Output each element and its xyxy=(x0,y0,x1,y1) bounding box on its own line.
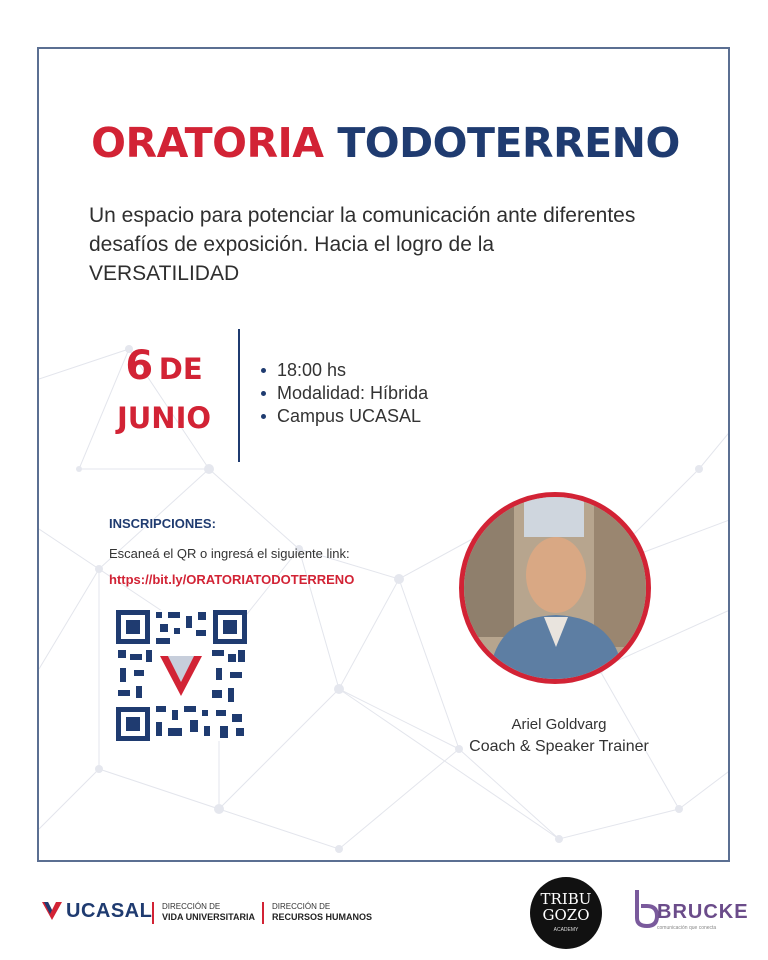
ucasal-logo-text: UCASAL xyxy=(66,900,153,922)
date-divider xyxy=(238,329,240,462)
event-date xyxy=(99,344,229,440)
footer-divider xyxy=(152,902,154,924)
dep2-line1: DIRECCIÓN DE xyxy=(272,902,331,911)
speaker-name: Ariel Goldvarg xyxy=(511,716,607,733)
tribu-text: TRIBU xyxy=(540,890,592,908)
detail-modality: Modalidad: Híbrida xyxy=(259,382,428,405)
speaker-photo xyxy=(459,492,651,684)
footer-divider xyxy=(262,902,264,924)
dep-vida-universitaria xyxy=(162,902,255,923)
inscripciones-instructions: Escaneá el QR o ingresá el siguiente link: xyxy=(109,546,350,561)
event-title xyxy=(39,119,730,167)
tribu-gozo-logo xyxy=(530,877,602,949)
title-part-1: ORATORIA xyxy=(91,119,324,167)
event-details-list xyxy=(259,359,428,428)
gozo-text: GOZO xyxy=(542,906,590,924)
poster-frame xyxy=(37,47,730,862)
dep-recursos-humanos xyxy=(272,902,372,923)
brucke-tagline: comunicación que conecta xyxy=(657,925,717,931)
dep1-line1: DIRECCIÓN DE xyxy=(162,902,221,911)
speaker-role: Coach & Speaker Trainer xyxy=(469,738,649,755)
title-part-2: TODOTERRENO xyxy=(337,119,680,167)
inscripciones-heading: INSCRIPCIONES: xyxy=(109,516,216,531)
academy-text: ACADEMY xyxy=(553,927,579,933)
qr-code[interactable] xyxy=(116,610,247,741)
detail-location: Campus UCASAL xyxy=(259,405,428,428)
brucke-logo-text: BRUCKE xyxy=(657,901,749,923)
ucasal-logo-icon xyxy=(42,902,62,920)
detail-time: 18:00 hs xyxy=(259,359,428,382)
brucke-logo-icon xyxy=(633,888,659,928)
dep1-line2: VIDA UNIVERSITARIA xyxy=(162,912,256,922)
dep2-line2: RECURSOS HUMANOS xyxy=(272,912,373,922)
speaker-photo-illustration xyxy=(464,497,646,679)
date-de: DE xyxy=(158,352,203,386)
event-description: Un espacio para potenciar la comunicación ante diferentes desafíos de exposición. Hacia el logro de la VERSATILIDAD xyxy=(89,204,636,285)
date-day: 6 xyxy=(125,343,154,389)
registration-link[interactable]: https://bit.ly/ORATORIATODOTERRENO xyxy=(109,572,355,587)
date-month: JUNIO xyxy=(116,401,212,435)
